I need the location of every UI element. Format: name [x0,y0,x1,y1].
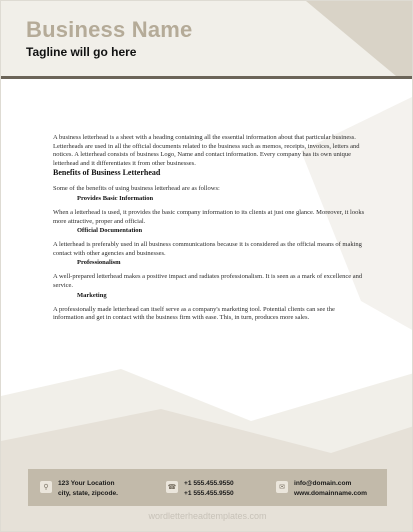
benefit-text: A professionally made letterhead can itself serve as a company's marketing tool. Potential clients can see the information and get in contact with the business firm with ease. This, in turn, produces more sales. [53,305,335,322]
lead-paragraph: Some of the benefits of using business letterhead are as follows: [53,185,220,193]
tagline: Tagline will go here [26,45,137,59]
email-icon: ✉ [276,481,288,493]
address-line-1: 123 Your Location [58,480,115,487]
benefit-title: Official Documentation [77,227,143,235]
letter-body [53,134,365,323]
contact-footer [28,469,387,506]
benefit-title: Marketing [77,291,107,299]
email-address[interactable]: info@domain.com [294,480,352,487]
benefit-text: When a letterhead is used, it provides the basic company information to its clients at just one glance. Moreover, it looks more attractive, proper and official. [53,208,365,225]
website-address[interactable]: www.domainname.com [294,489,368,497]
header-divider [1,76,413,79]
phone-line-2: +1 555.455.9550 [184,489,234,497]
phone-icon: ☎ [167,483,177,491]
section-heading: Benefits of Business Letterhead [53,168,161,178]
address-line-2: city, state, zipcode. [58,489,118,497]
location-pin-icon: ⚲ [40,481,52,493]
benefit-title: Professionalism [77,259,121,267]
letterhead-header [26,18,192,60]
phone-line-1: +1 555.455.9550 [184,480,234,487]
benefit-title: Provides Basic Information [77,194,154,202]
intro-paragraph: A business letterhead is a sheet with a heading containing all the essential information about that particular business. Letterheads are used in all the official documents related to the business such as memos, receipts, invoices, letters and notices. A letterhead consists of business Logo, Name and contact information. Every company has its own unique letterhead and it differentiates it from other businesses. [53,134,360,167]
benefit-text: A letterhead is preferably used in all business communications because it is considered as the official means of making contact with other agencies and businesses. [53,241,362,257]
benefit-text: A well-prepared letterhead makes a positive impact and radiates professionalism. It is seen as a mark of excellence and service. [53,273,363,289]
business-name: Business Name [26,17,193,42]
watermark-text: wordletterheadtemplates.com [148,511,267,521]
